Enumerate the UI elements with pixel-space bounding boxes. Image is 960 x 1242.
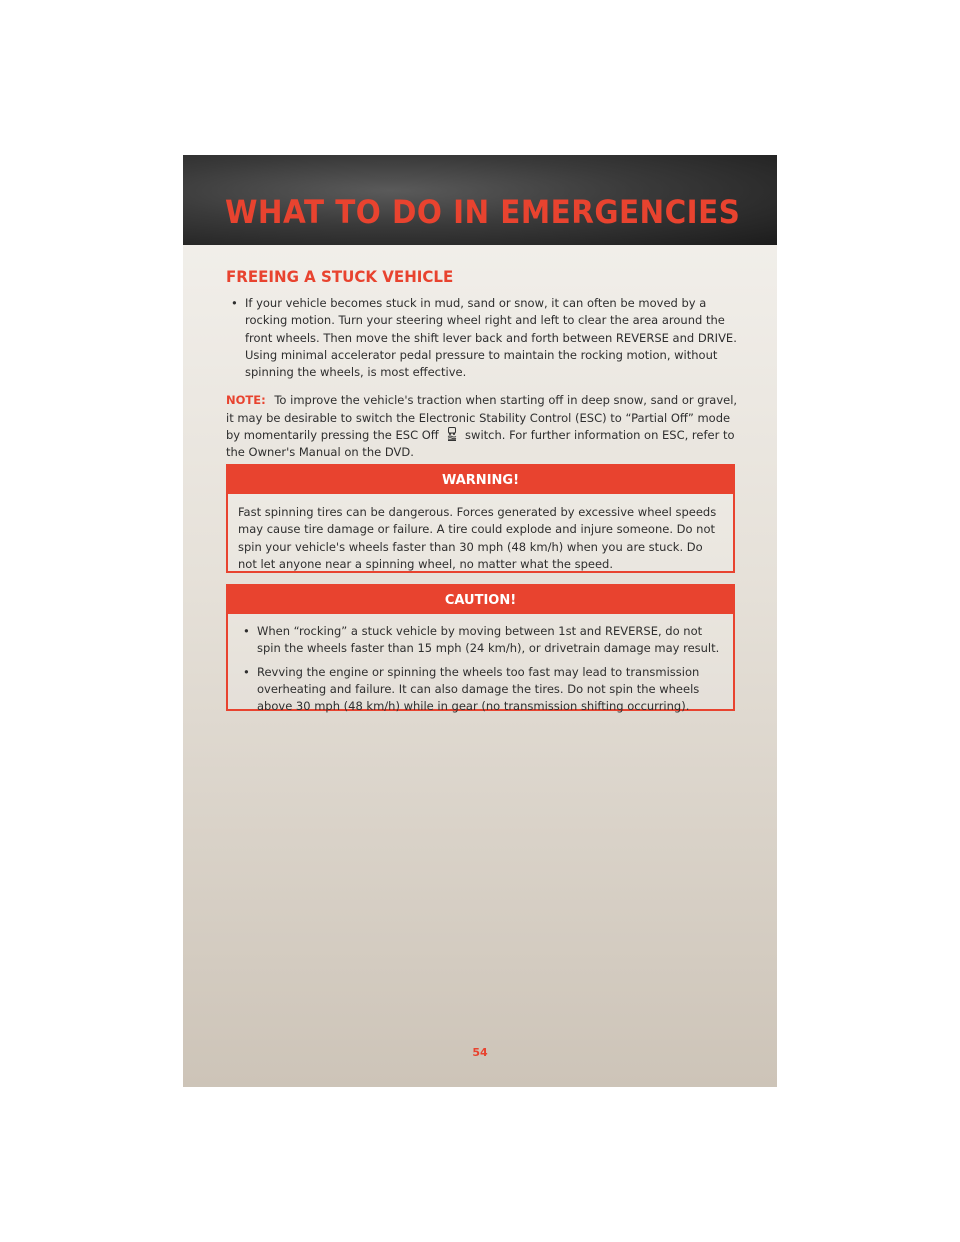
caution-heading: CAUTION! (228, 586, 733, 614)
note-text-before: To improve the vehicle's traction when starting off in deep snow, sand or gravel, it may be desirable to switch the Electronic Stability Control (ESC) to “Partial Off” mode by momentarily pressing the ESC Off (226, 393, 738, 443)
caution-bullet (238, 623, 723, 658)
caution-box (226, 584, 735, 714)
bullet-marker: • (243, 624, 250, 638)
caution-bullet-text: Revving the engine or spinning the wheels too fast may lead to transmission overheating and failure. It can also damage the tires. Do not spin the wheels above 30 mph (48 km/h) while in gear (no transmission shifting occurring). (257, 664, 700, 714)
bullet-marker: • (231, 296, 238, 310)
caution-body (228, 614, 733, 729)
warning-text: Fast spinning tires can be dangerous. Forces generated by excessive wheel speeds may cause tire damage or failure. A tire could explode and injure someone. Do not spin your vehicle's wheels faster than 30 mph (48 km/h) when you are stuck. Do not let anyone near a spinning wheel, no matter what the speed. (238, 505, 717, 571)
manual-page (183, 155, 777, 1087)
bullet-marker: • (243, 664, 250, 679)
section-header-banner (183, 155, 777, 245)
caution-bullet-text: When “rocking” a stuck vehicle by moving between 1st and REVERSE, do not spin the wheels faster than 15 mph (24 km/h), or drivetrain damage may result. (257, 624, 720, 656)
section-title: FREEING A STUCK VEHICLE (226, 267, 454, 286)
main-content (226, 267, 738, 462)
note-label: NOTE: (226, 393, 266, 408)
warning-heading: WARNING! (228, 466, 733, 494)
esc-off-icon (446, 427, 458, 441)
note-text-after: switch. For further information on ESC, refer to the Owner's Manual on the DVD. (226, 428, 735, 460)
instruction-bullet (226, 295, 738, 381)
header-title: WHAT TO DO IN EMERGENCIES (225, 193, 741, 231)
instruction-text: If your vehicle becomes stuck in mud, sand or snow, it can often be moved by a rocking motion. Turn your steering wheel right and left to clear the area around the front wheels. Then move the shift lever back and forth between REVERSE and DRIVE. Using minimal accelerator pedal pressure to maintain the rocking motion, without spinning the wheels, is most effective. (245, 296, 737, 380)
caution-bullet (238, 664, 723, 716)
warning-box (226, 464, 735, 573)
note-paragraph (226, 392, 738, 461)
page-number: 54 (472, 1046, 488, 1059)
